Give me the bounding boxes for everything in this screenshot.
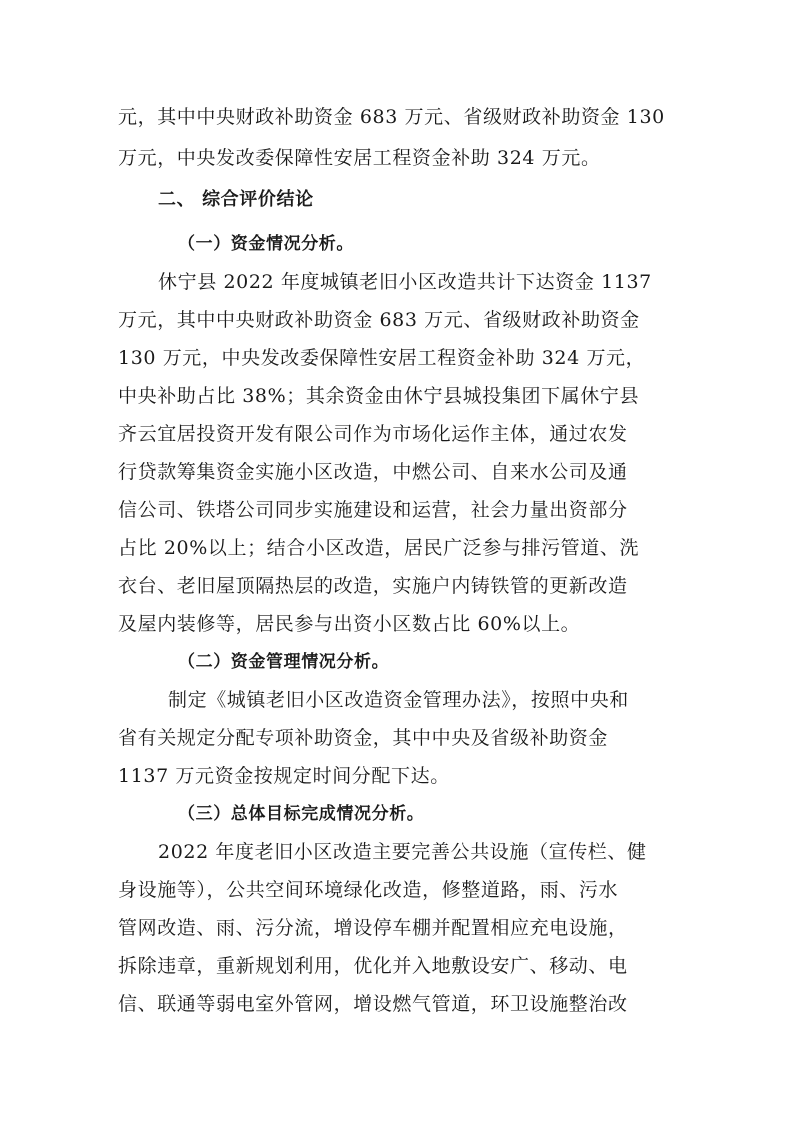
body-line: 省有关规定分配专项补助资金，其中中央及省级补助资金 xyxy=(118,727,609,749)
body-line: 信、联通等弱电室外管网，增设燃气管道，环卫设施整治改 xyxy=(118,993,628,1015)
body-line: 2022 年度老旧小区改造主要完善公共设施（宣传栏、健 xyxy=(158,841,647,863)
body-line: 中央补助占比 38%；其余资金由休宁县城投集团下属休宁县 xyxy=(118,385,640,407)
body-line: 1137 万元资金按规定时间分配下达。 xyxy=(118,765,450,787)
body-line: 制定《城镇老旧小区改造资金管理办法》，按照中央和 xyxy=(168,689,629,711)
body-line: 行贷款筹集资金实施小区改造，中燃公司、自来水公司及通 xyxy=(118,461,628,483)
subsection-heading: （二）资金管理情况分析。 xyxy=(178,652,390,672)
subsection-heading: （一）资金情况分析。 xyxy=(178,234,354,254)
body-line: 万元，其中中央财政补助资金 683 万元、省级财政补助资金 xyxy=(118,309,640,331)
body-line: 休宁县 2022 年度城镇老旧小区改造共计下达资金 1137 xyxy=(158,271,652,293)
body-line: 衣台、老旧屋顶隔热层的改造，实施户内铸铁管的更新改造 xyxy=(118,575,628,597)
body-line: 身设施等），公共空间环境绿化改造，修整道路，雨、污水 xyxy=(118,879,619,901)
section-heading: 二、 综合评价结论 xyxy=(158,189,314,210)
body-line: 拆除违章，重新规划利用，优化并入地敷设安广、移动、电 xyxy=(118,955,628,977)
body-line: 元，其中中央财政补助资金 683 万元、省级财政补助资金 130 xyxy=(118,106,665,128)
body-line: 占比 20%以上；结合小区改造，居民广泛参与排污管道、洗 xyxy=(118,537,640,559)
body-line: 信公司、铁塔公司同步实施建设和运营，社会力量出资部分 xyxy=(118,499,628,521)
body-line: 管网改造、雨、污分流，增设停车棚并配置相应充电设施， xyxy=(118,917,628,939)
body-line: 齐云宜居投资开发有限公司作为市场化运作主体，通过农发 xyxy=(118,423,628,445)
body-line: 130 万元，中央发改委保障性安居工程资金补助 324 万元， xyxy=(118,347,646,369)
body-line: 万元，中央发改委保障性安居工程资金补助 324 万元。 xyxy=(118,147,601,169)
body-line: 及屋内装修等，居民参与出资小区数占比 60%以上。 xyxy=(118,613,581,635)
subsection-heading: （三）总体目标完成情况分析。 xyxy=(178,804,425,824)
